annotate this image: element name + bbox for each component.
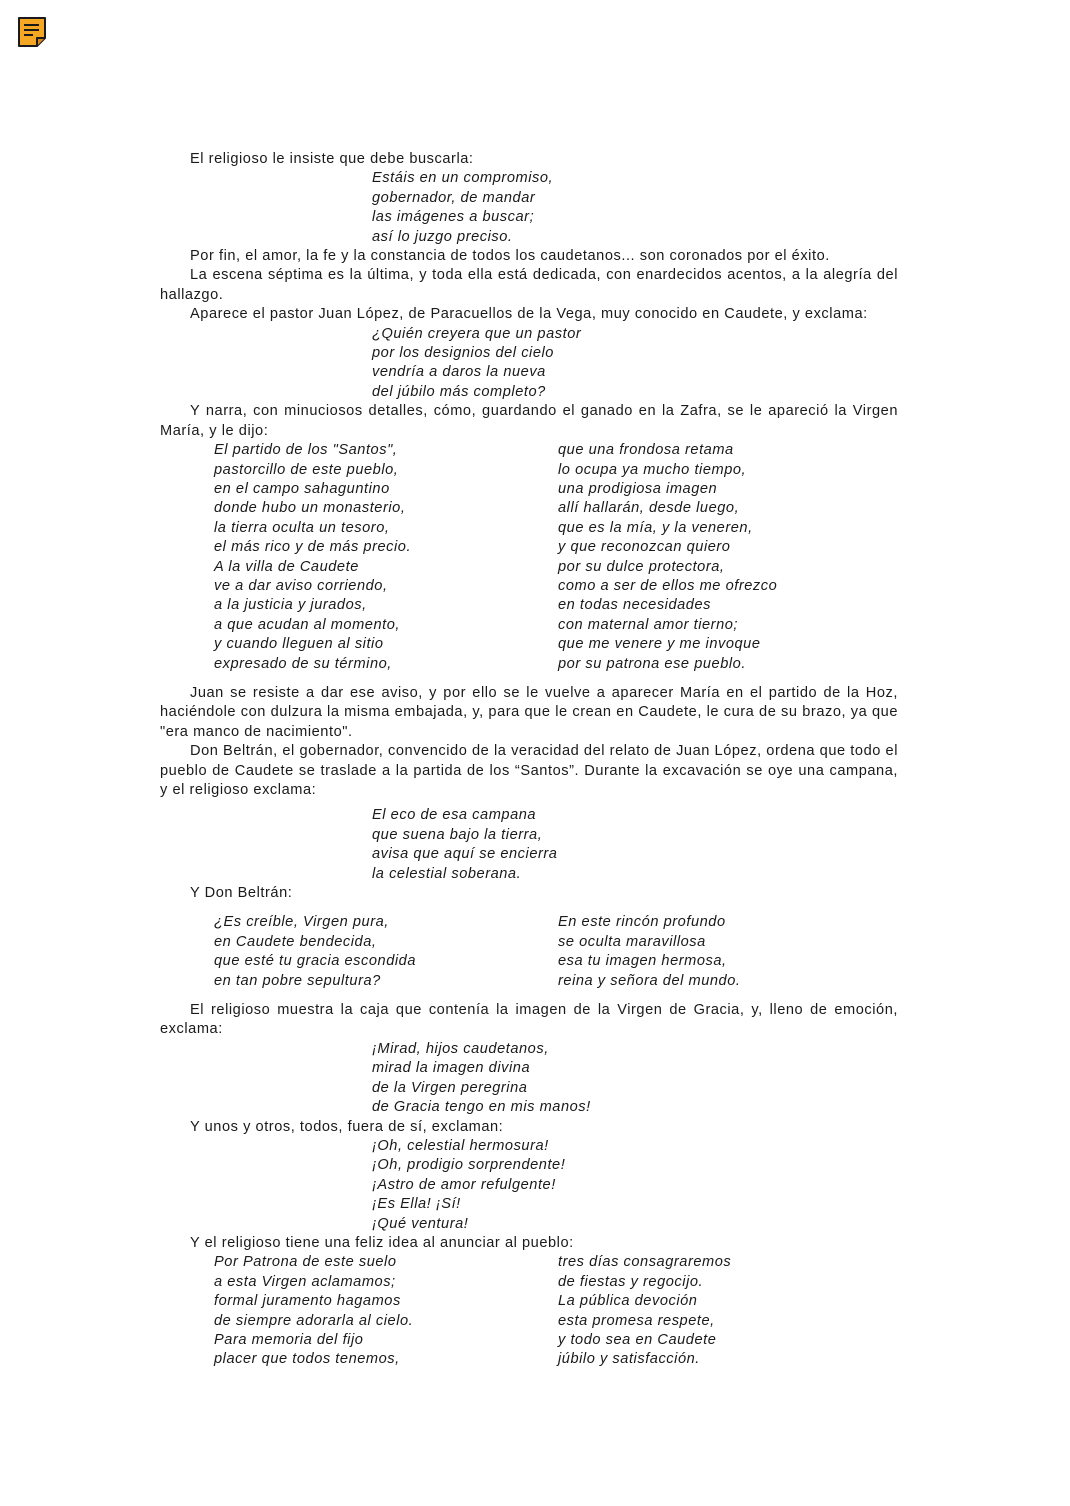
verse-line: en el campo sahaguntino [214,480,390,497]
verse-line: por su dulce protectora, [558,558,725,575]
verse-line: que me venere y me invoque [558,636,761,653]
verse-column-left [214,441,558,674]
verse-line: lo ocupa ya mucho tiempo, [558,461,747,478]
verse-line: del júbilo más completo? [372,383,546,400]
paragraph: Y unos y otros, todos, fuera de sí, exclaman: [190,1118,504,1135]
verse-line: una prodigiosa imagen [558,480,718,497]
verse-line: allí hallarán, desde luego, [558,500,740,517]
verse-two-column [214,441,898,674]
verse-column-right [558,913,741,991]
verse-line: las imágenes a buscar; [372,209,535,226]
verse-line: por su patrona ese pueblo. [558,655,746,672]
verse-line: ¿Es creíble, Virgen pura, [214,914,389,931]
verse-two-column [214,913,898,991]
verse-line: a que acudan al momento, [214,616,401,633]
verse-line: formal juramento hagamos [214,1293,401,1310]
verse-line: la celestial soberana. [372,865,522,882]
verse-line: el más rico y de más precio. [214,539,412,556]
paragraph: El religioso muestra la caja que contenía la imagen de la Virgen de Gracia, y, lleno de emoción, exclama: [160,1002,898,1038]
paragraph: Y el religioso tiene una feliz idea al anunciar al pueblo: [190,1234,574,1251]
verse-line: esa tu imagen hermosa, [558,953,727,970]
verse-line: júbilo y satisfacción. [558,1351,700,1368]
verse-line: ve a dar aviso corriendo, [214,577,388,594]
verse-line: ¡Mirad, hijos caudetanos, [372,1040,549,1057]
verse-block [372,1137,898,1234]
paragraph: Por fin, el amor, la fe y la constancia de todos los caudetanos... son coronados por el éxito. [190,248,830,265]
verse-line: la tierra oculta un tesoro, [214,519,390,536]
verse-column-left [214,1253,558,1369]
verse-line: El eco de esa campana [372,807,537,824]
verse-line: La pública devoción [558,1293,698,1310]
verse-line: ¿Quién creyera que un pastor [372,325,582,342]
paragraph: Y narra, con minuciosos detalles, cómo, guardando el ganado en la Zafra, se le apareció la Virgen María, y le dijo: [160,403,898,439]
paragraph: Aparece el pastor Juan López, de Paracuellos de la Vega, muy conocido en Caudete, y exclama: [190,306,868,323]
verse-block [372,1040,898,1118]
verse-line: vendría a daros la nueva [372,364,546,381]
verse-line: a la justicia y jurados, [214,597,367,614]
verse-line: que una frondosa retama [558,442,734,459]
verse-line: de Gracia tengo en mis manos! [372,1099,591,1116]
verse-line: a esta Virgen aclamamos; [214,1273,396,1290]
verse-line: ¡Es Ella! ¡Sí! [372,1196,461,1213]
verse-line: Por Patrona de este suelo [214,1254,397,1271]
verse-line: de siempre adorarla al cielo. [214,1312,414,1329]
verse-block [372,806,898,884]
verse-line: se oculta maravillosa [558,933,706,950]
verse-line: que suena bajo la tierra, [372,826,543,843]
paragraph: Juan se resiste a dar ese aviso, y por ello se le vuelve a aparecer María en el partido de la Hoz, haciéndole con dulzura la misma embajada, y, para que le crean en Caudete, le cura de su brazo, ya que "era manco de nacimiento". [160,684,898,740]
verse-column-right [558,1253,731,1369]
verse-line: tres días consagraremos [558,1254,732,1271]
verse-line: esta promesa respete, [558,1312,715,1329]
verse-line: reina y señora del mundo. [558,972,741,989]
verse-line: ¡Astro de amor refulgente! [372,1176,556,1193]
verse-column-left [214,913,558,991]
verse-line: con maternal amor tierno; [558,616,739,633]
verse-line: en Caudete bendecida, [214,933,377,950]
document-page [160,150,898,1370]
verse-line: expresado de su término, [214,655,392,672]
paragraph: Don Beltrán, el gobernador, convencido de la veracidad del relato de Juan López, ordena que todo el pueblo de Caudete se traslade a la partida de los “Santos”. Durante la excavación se oye una campana, y el religioso exclama: [160,743,898,798]
verse-column-right [558,441,777,674]
verse-line: que es la mía, y la veneren, [558,519,753,536]
verse-line: que esté tu gracia escondida [214,953,417,970]
verse-line: placer que todos tenemos, [214,1351,400,1368]
verse-line: A la villa de Caudete [214,558,359,575]
verse-line: en todas necesidades [558,597,711,614]
verse-two-column [214,1253,898,1369]
verse-line: de fiestas y regocijo. [558,1273,704,1290]
verse-line: pastorcillo de este pueblo, [214,461,399,478]
verse-line: ¡Oh, celestial hermosura! [372,1137,549,1154]
verse-line: por los designios del cielo [372,345,554,362]
verse-line: En este rincón profundo [558,914,726,931]
verse-line: ¡Qué ventura! [372,1215,469,1232]
verse-line: El partido de los "Santos", [214,442,398,459]
verse-line: avisa que aquí se encierra [372,846,558,863]
paragraph: La escena séptima es la última, y toda ella está dedicada, con enardecidos acentos, a la alegría del hallazgo. [160,267,898,303]
verse-line: ¡Oh, prodigio sorprendente! [372,1157,566,1174]
verse-line: como a ser de ellos me ofrezco [558,577,778,594]
verse-line: gobernador, de mandar [372,189,536,206]
note-icon[interactable] [17,16,47,48]
verse-line: donde hubo un monasterio, [214,500,406,517]
verse-line: mirad la imagen divina [372,1060,531,1077]
verse-line: así lo juzgo preciso. [372,228,513,245]
verse-line: de la Virgen peregrina [372,1079,528,1096]
verse-block [372,325,898,403]
paragraph: Y Don Beltrán: [190,885,293,902]
verse-line: y cuando lleguen al sitio [214,636,384,653]
verse-line: y todo sea en Caudete [558,1331,717,1348]
paragraph: El religioso le insiste que debe buscarla: [190,151,474,167]
verse-block [372,169,898,247]
verse-line: Estáis en un compromiso, [372,170,554,187]
verse-line: y que reconozcan quiero [558,539,731,556]
verse-line: en tan pobre sepultura? [214,972,381,989]
verse-line: Para memoria del fijo [214,1331,364,1348]
